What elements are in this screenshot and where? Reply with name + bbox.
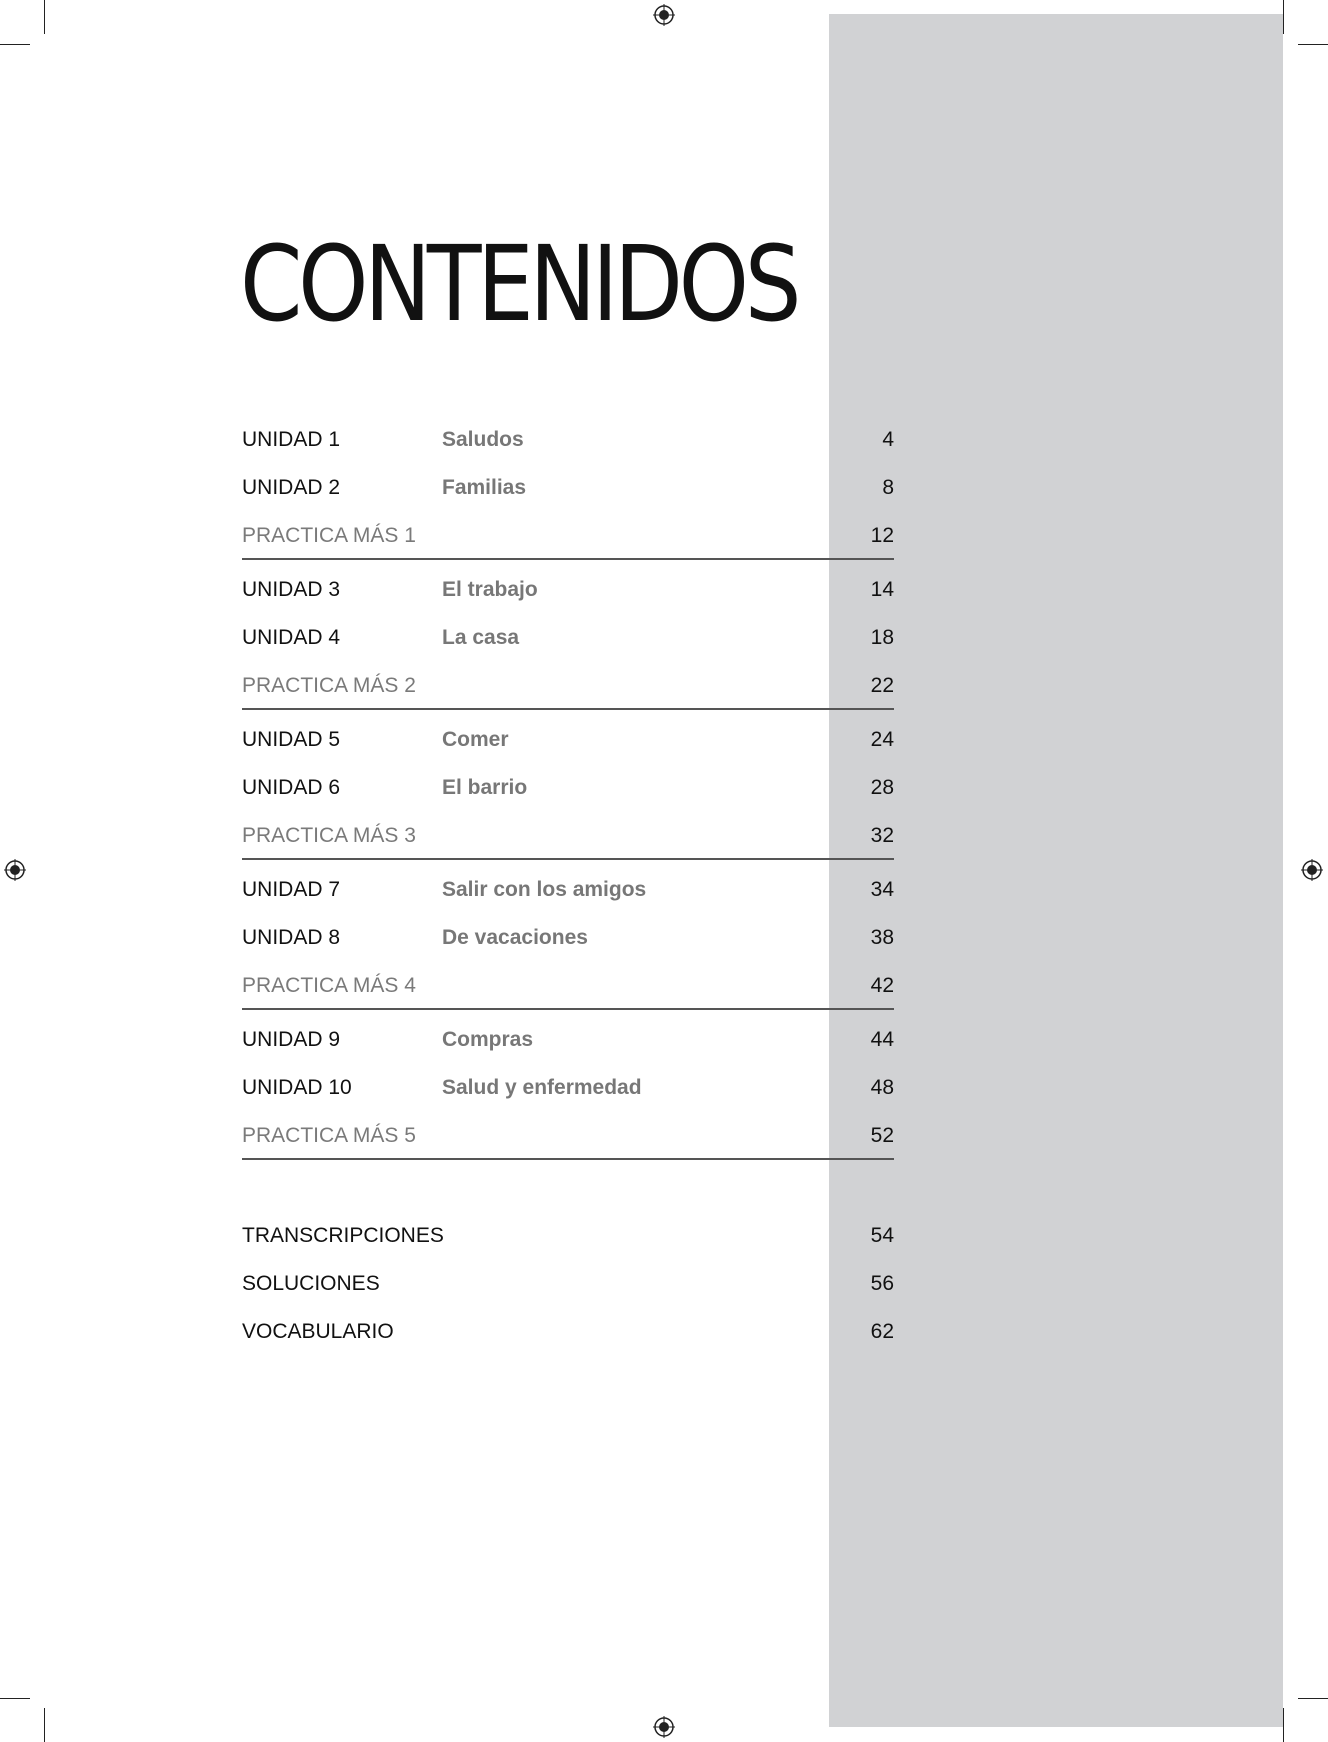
toc-unit-label: UNIDAD 6 <box>242 776 341 799</box>
toc-page-number: 18 <box>870 626 894 649</box>
toc-page-number: 14 <box>870 578 894 601</box>
toc-unit-label: PRACTICA MÁS 3 <box>242 824 416 847</box>
toc-row-transcripciones[interactable] <box>242 1212 894 1260</box>
toc-topic: De vacaciones <box>442 926 588 949</box>
toc-unit-label: UNIDAD 7 <box>242 878 341 901</box>
toc-page-number: 4 <box>882 428 894 451</box>
toc-row-practica-5[interactable] <box>242 1112 894 1160</box>
crop-mark <box>1298 44 1328 45</box>
toc-page-number: 8 <box>882 476 894 499</box>
toc-topic: Compras <box>442 1028 534 1051</box>
toc-topic: El barrio <box>442 776 528 799</box>
toc-topic: Saludos <box>442 428 524 451</box>
toc-unit-label: UNIDAD 8 <box>242 926 341 949</box>
toc-row-practica-4[interactable] <box>242 962 894 1010</box>
toc-page-number: 28 <box>870 776 894 799</box>
toc-topic: La casa <box>442 626 520 649</box>
toc-row-practica-2[interactable] <box>242 662 894 710</box>
toc-unit-label: PRACTICA MÁS 5 <box>242 1124 416 1147</box>
toc-page-number: 62 <box>870 1320 894 1343</box>
toc-row-unit-8[interactable] <box>242 914 894 962</box>
toc-row-unit-5[interactable] <box>242 716 894 764</box>
toc-row-unit-3[interactable] <box>242 566 894 614</box>
toc-page-number: 24 <box>870 728 894 751</box>
crop-mark <box>1283 0 1284 34</box>
toc-page-number: 32 <box>870 824 894 847</box>
toc-unit-label: PRACTICA MÁS 1 <box>242 524 416 547</box>
toc-row-soluciones[interactable] <box>242 1260 894 1308</box>
toc-page-number: 48 <box>870 1076 894 1099</box>
crop-mark <box>44 1708 45 1742</box>
page-title: CONTENIDOS <box>240 223 798 345</box>
registration-mark-icon <box>1301 859 1323 881</box>
toc-row-practica-1[interactable] <box>242 512 894 560</box>
toc-row-unit-10[interactable] <box>242 1064 894 1112</box>
toc-topic: Familias <box>442 476 527 499</box>
table-of-contents <box>242 416 894 1166</box>
toc-unit-label: UNIDAD 9 <box>242 1028 341 1051</box>
toc-row-unit-1[interactable] <box>242 416 894 464</box>
crop-mark <box>0 1698 30 1699</box>
toc-page-number: 54 <box>870 1224 894 1247</box>
crop-mark <box>1298 1698 1328 1699</box>
toc-unit-label: UNIDAD 5 <box>242 728 341 751</box>
toc-section-label: SOLUCIONES <box>242 1272 380 1295</box>
toc-page-number: 44 <box>870 1028 894 1051</box>
toc-unit-label: UNIDAD 10 <box>242 1076 352 1099</box>
toc-unit-label: UNIDAD 4 <box>242 626 341 649</box>
toc-unit-label: UNIDAD 2 <box>242 476 341 499</box>
toc-row-unit-7[interactable] <box>242 866 894 914</box>
toc-page-number: 22 <box>870 674 894 697</box>
toc-unit-label: PRACTICA MÁS 2 <box>242 674 416 697</box>
toc-page-number: 38 <box>870 926 894 949</box>
toc-topic: Salir con los amigos <box>442 878 647 901</box>
toc-page-number: 12 <box>870 524 894 547</box>
toc-topic: Comer <box>442 728 509 751</box>
registration-mark-icon <box>653 4 675 26</box>
toc-row-unit-2[interactable] <box>242 464 894 512</box>
toc-section-label: TRANSCRIPCIONES <box>242 1224 444 1247</box>
registration-mark-icon <box>4 859 26 881</box>
toc-page-number: 52 <box>870 1124 894 1147</box>
crop-mark <box>1283 1708 1284 1742</box>
toc-page-number: 42 <box>870 974 894 997</box>
toc-unit-label: UNIDAD 3 <box>242 578 341 601</box>
toc-section-label: VOCABULARIO <box>242 1320 394 1343</box>
toc-page-number: 56 <box>870 1272 894 1295</box>
toc-row-unit-6[interactable] <box>242 764 894 812</box>
toc-row-unit-9[interactable] <box>242 1016 894 1064</box>
toc-row-practica-3[interactable] <box>242 812 894 860</box>
gray-side-panel <box>829 14 1283 1727</box>
appendix-list <box>242 1212 894 1356</box>
toc-unit-label: UNIDAD 1 <box>242 428 341 451</box>
crop-mark <box>44 0 45 34</box>
toc-unit-label: PRACTICA MÁS 4 <box>242 974 416 997</box>
registration-mark-icon <box>653 1716 675 1738</box>
crop-mark <box>0 44 30 45</box>
toc-row-unit-4[interactable] <box>242 614 894 662</box>
toc-topic: El trabajo <box>442 578 538 601</box>
toc-topic: Salud y enfermedad <box>442 1076 642 1099</box>
toc-page-number: 34 <box>870 878 894 901</box>
toc-row-vocabulario[interactable] <box>242 1308 894 1356</box>
